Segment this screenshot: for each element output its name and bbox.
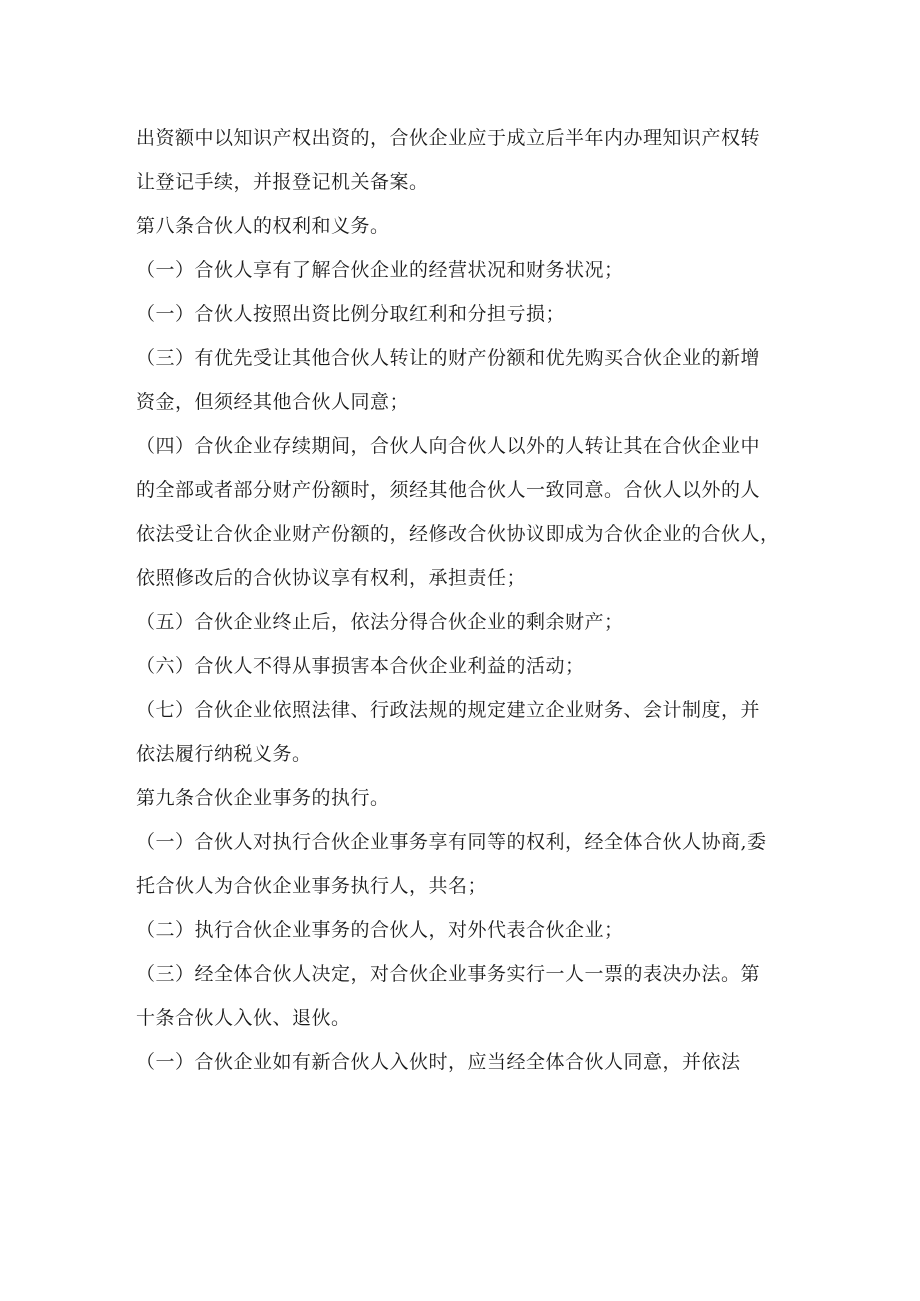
article-heading: 第八条合伙人的权利和义务。 — [136, 215, 390, 237]
text-line: （一）合伙人按照出资比例分取红利和分担亏损； — [136, 303, 566, 325]
text-line: （一）合伙人享有了解合伙企业的经营状况和财务状况； — [136, 259, 624, 281]
text-line: （一）合伙人对执行合伙企业事务享有同等的权利，经全体合伙人协商,委 — [136, 831, 767, 853]
text-line: 十条合伙人入伙、退伙。 — [136, 1007, 351, 1029]
text-line: 依照修改后的合伙协议享有权利，承担责任； — [136, 567, 527, 589]
text-line: 依法受让合伙企业财产份额的，经修改合伙协议即成为合伙企业的合伙人， — [136, 523, 780, 545]
text-line: 的全部或者部分财产份额时，须经其他合伙人一致同意。合伙人以外的人 — [136, 479, 761, 501]
text-line: 托合伙人为合伙企业事务执行人，共名； — [136, 875, 488, 897]
article-heading: 第九条合伙企业事务的执行。 — [136, 787, 390, 809]
text-line: （五）合伙企业终止后，依法分得合伙企业的剩余财产； — [136, 611, 624, 633]
text-line: （六）合伙人不得从事损害本合伙企业利益的活动； — [136, 655, 585, 677]
text-line: （二）执行合伙企业事务的合伙人，对外代表合伙企业； — [136, 919, 624, 941]
text-line: （三）有优先受让其他合伙人转让的财产份额和优先购买合伙企业的新增 — [136, 347, 761, 369]
text-line: （一）合伙企业如有新合伙人入伙时，应当经全体合伙人同意，并依法 — [136, 1051, 741, 1073]
text-line: （七）合伙企业依照法律、行政法规的规定建立企业财务、会计制度，并 — [136, 699, 761, 721]
text-line: 依法履行纳税义务。 — [136, 743, 312, 765]
text-line: 让登记手续，并报登记机关备案。 — [136, 171, 429, 193]
text-line: （三）经全体合伙人决定，对合伙企业事务实行一人一票的表决办法。第 — [136, 963, 761, 985]
text-line: （四）合伙企业存续期间，合伙人向合伙人以外的人转让其在合伙企业中 — [136, 435, 761, 457]
text-line: 资金，但须经其他合伙人同意； — [136, 391, 410, 413]
document-body — [136, 116, 796, 1084]
text-line: 出资额中以知识产权出资的，合伙企业应于成立后半年内办理知识产权转 — [136, 127, 761, 149]
